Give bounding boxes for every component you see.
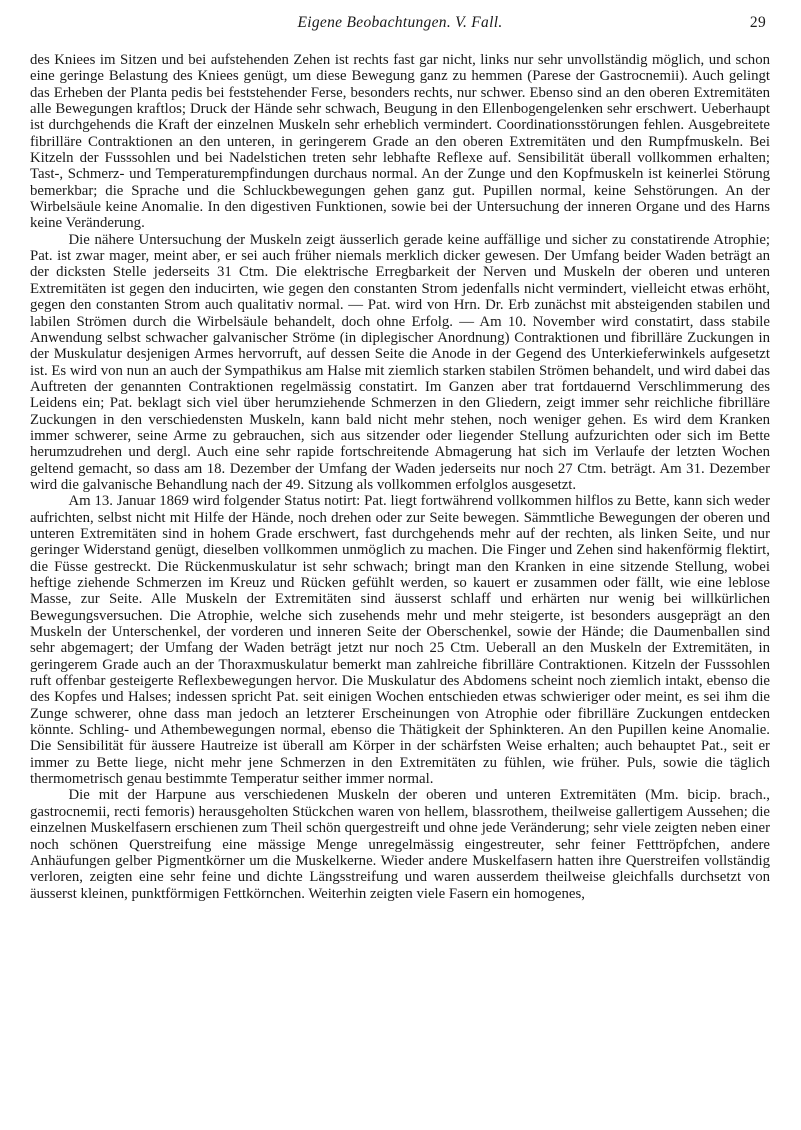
paragraph-harpoon-biopsy: Die mit der Harpune aus verschiedenen Muskeln der oberen und unteren Extremitäten (Mm. bicip. brach., gastrocnemii, recti femoris) herausgeholten Stückchen waren von hellem, blassrothem, theilweise gallertigem Aussehen; die einzelnen Muskelfasern erschienen zum Theil schön quergestreift und ohne jede Veränderung; sehr viele zeigten neben einer noch schönen Querstreifung eine mässige Menge unregelmässig eingestreuter, sehr feiner Fetttröpfchen, andere Anhäufungen gelber Pigmentkörner um die Muskelkerne. Wieder andere Muskelfasern hatten ihre Querstreifen vollständig verloren, zeigten eine sehr feine und dichte Längsstreifung und waren ausserdem theilweise gleichfalls durchsetzt von äusserst kleinen, punktförmigen Fettkörnchen. Weiterhin zeigten viele Fasern ein homogenes, bbox=[30, 787, 770, 902]
book-page bbox=[30, 6, 770, 902]
body-text bbox=[30, 52, 770, 902]
paragraph-continued: des Kniees im Sitzen und bei aufstehenden Zehen ist rechts fast gar nicht, links nur sehr unvollständig möglich, und schon eine geringe Belastung des Kniees genügt, um diese Bewegung ganz zu hemmen (Parese der Gastrocnemii). Auch gelingt das Erheben der Planta pedis bei feststehender Ferse, besonders rechts, nur schwer. Ebenso sind an den oberen Extremitäten alle Bewegungen kraftlos; Druck der Hände sehr schwach, Beugung in den Ellenbogengelenken sehr erschwert. Ueberhaupt ist durchgehends die Kraft der einzelnen Muskeln sehr erheblich vermindert. Coordinationsstörungen fehlen. Ausgebreitete fibrilläre Contraktionen an den unteren, in geringerem Grade an den oberen Extremitäten und den Rumpfmuskeln. Bei Kitzeln der Fusssohlen und bei Nadelstichen treten sehr lebhafte Reflexe auf. Sensibilität überall vollkommen erhalten; Tast-, Schmerz- und Temperaturempfindungen durchaus normal. An der Zunge und den Kopfmuskeln ist keinerlei Störung bemerkbar; die Sprache und die Schluckbewegungen gehen ganz gut. Pupillen normal, keine Sehstörungen. An der Wirbelsäule keine Anomalie. In den digestiven Funktionen, sowie bei der Untersuchung der inneren Organe und des Harns keine Veränderung. bbox=[30, 52, 770, 232]
paragraph-muscle-examination: Die nähere Untersuchung der Muskeln zeigt äusserlich gerade keine auffällige und sicher zu constatirende Atrophie; Pat. ist zwar mager, meint aber, er sei auch früher niemals merklich dicker gewesen. Der Umfang beider Waden beträgt an der dicksten Stelle jederseits 31 Ctm. Die elektrische Erregbarkeit der Nerven und Muskeln der oberen und unteren Extremitäten ist gegen den inducirten, wie gegen den constanten Strom jedenfalls nicht vermindert, vielleicht etwas erhöht, gegen den constanten Strom auch qualitativ normal. — Pat. wird von Hrn. Dr. Erb zunächst mit absteigenden stabilen und labilen Strömen durch die Wirbelsäule behandelt, doch ohne Erfolg. — Am 10. November wird constatirt, dass stabile Anwendung selbst schwacher galvanischer Ströme (in diplegischer Anordnung) Contraktionen und fibrilläre Zuckungen in der Muskulatur desjenigen Armes hervorruft, auf dessen Seite die Anode in der Gegend des Unterkieferwinkels aufgesetzt ist. Es wird von nun an auch der Sympathikus am Halse mit ziemlich starken stabilen Strömen behandelt, und wird dabei das Auftreten der genannten Contraktionen regelmässig constatirt. Im Ganzen aber trat fortdauernd Verschlimmerung des Leidens ein; Pat. beklagt sich viel über herumziehende Schmerzen in den Gliedern, zeigt immer sehr reichliche fibrilläre Zuckungen in den verschiedensten Muskeln, kann bald nicht mehr stehen, noch weniger gehen. Es wird dem Kranken immer schwerer, seine Arme zu gebrauchen, sich aus sitzender oder liegender Stellung aufzurichten oder sich im Bette herumzudrehen und dergl. Auch eine sehr rapide fortschreitende Abmagerung hat sich im Verlaufe der letzten Wochen geltend gemacht, so dass am 18. Dezember der Umfang der Waden jederseits nur noch 27 Ctm. beträgt. Am 31. Dezember wird die galvanische Behandlung nach der 49. Sitzung als vollkommen erfolglos ausgesetzt. bbox=[30, 231, 770, 493]
page-number: 29 bbox=[749, 14, 766, 31]
running-title: Eigene Beobachtungen. V. Fall. bbox=[297, 14, 503, 31]
running-head bbox=[30, 6, 770, 36]
paragraph-status-january: Am 13. Januar 1869 wird folgender Status notirt: Pat. liegt fortwährend vollkommen hilflos zu Bette, kann sich weder aufrichten, selbst nicht mit Hilfe der Hände, noch drehen oder zur Seite bewegen. Sämmtliche Bewegungen der oberen und unteren Extremitäten sind in hohem Grade erschwert, fast durchgehends mehr auf der rechten, als linken Seite, und nur geringer Widerstand genügt, dieselben vollkommen unmöglich zu machen. Die Finger und Zehen sind hakenförmig flektirt, die Füsse gestreckt. Die Rückenmuskulatur ist sehr schwach; bringt man den Kranken in eine sitzende Stellung, wobei heftige ziehende Schmerzen im Kreuz und Rücken gefühlt werden, so kauert er zusammen oder fällt, wie eine leblose Masse, zur Seite. Alle Muskeln der Extremitäten sind äusserst schlaff und erhärten nur wenig bei willkürlichen Bewegungsversuchen. Die Atrophie, welche sich zusehends mehr und mehr steigerte, ist besonders ausgeprägt an den Muskeln der Unterschenkel, der vorderen und inneren Seite der Oberschenkel, sowie der Hände; die Daumenballen sind sehr abgemagert; der Umfang der Waden beträgt jetzt nur noch 25 Ctm. Ueberall an den Muskeln der Extremitäten, in geringerem Grade auch an der Thoraxmuskulatur bemerkt man zahlreiche fibrilläre Contraktionen. Kitzeln der Fusssohlen ruft offenbar gesteigerte Reflexbewegungen hervor. Die Muskulatur des Abdomens scheint noch ziemlich intakt, ebenso die des Kopfes und Halses; indessen spricht Pat. seit einigen Wochen entschieden etwas schwieriger oder meint, es sei ihm die Zunge schwerer, ohne dass man jedoch an letzterer Erscheinungen von Atrophie oder fibrilläre Zuckungen entdecken könnte. Schling- und Athembewegungen normal, ebenso die Thätigkeit der Sphinkteren. An den Pupillen keine Anomalie. Die Sensibilität für äussere Hautreize ist überall am Körper in der schärfsten Weise erhalten; auch behauptet Pat., seit er immer zu Bette liege, nicht mehr jene Schmerzen in den Extremitäten zu fühlen, wie früher. Puls, sowie die täglich thermometrisch genau bestimmte Temperatur seither immer normal. bbox=[30, 493, 770, 788]
